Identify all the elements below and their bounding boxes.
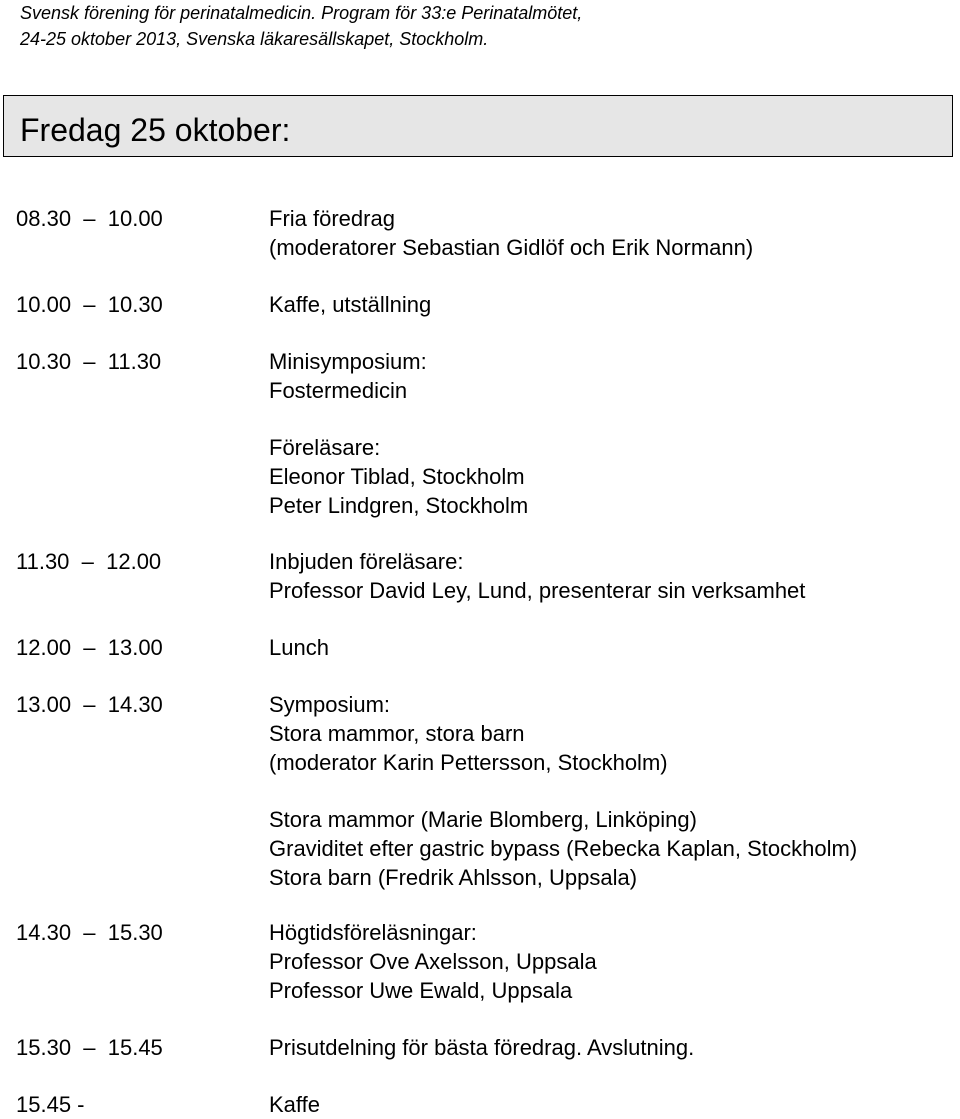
document-header: [20, 0, 950, 52]
entry-line: Symposium:: [269, 692, 391, 717]
entry-line: Professor David Ley, Lund, presenterar sin verksamhet: [269, 578, 806, 603]
entry-content: [269, 1033, 949, 1062]
entry-time: 13.00 – 14.30: [16, 692, 163, 717]
day-banner: [3, 95, 953, 157]
entry-line: Prisutdelning för bästa föredrag. Avslutning.: [269, 1035, 695, 1060]
entry-sub-line: Peter Lindgren, Stockholm: [269, 493, 529, 518]
entry-line: (moderatorer Sebastian Gidlöf och Erik Normann): [269, 235, 754, 260]
entry-sub-line: Eleonor Tiblad, Stockholm: [269, 464, 525, 489]
entry-sub-line: Stora barn (Fredrik Ahlsson, Uppsala): [269, 865, 638, 890]
entry-content: [269, 347, 949, 520]
day-title: Fredag 25 oktober:: [20, 112, 291, 148]
entry-line: (moderator Karin Pettersson, Stockholm): [269, 750, 668, 775]
entry-time: 12.00 – 13.00: [16, 635, 163, 660]
entry-sub-line: Föreläsare:: [269, 435, 381, 460]
header-line-1: Svensk förening för perinatalmedicin. Program för 33:e Perinatalmötet,: [20, 3, 583, 23]
entry-time: 10.30 – 11.30: [16, 349, 162, 374]
entry-line: Professor Ove Axelsson, Uppsala: [269, 949, 597, 974]
entry-line: Fostermedicin: [269, 378, 408, 403]
entry-time: 14.30 – 15.30: [16, 920, 163, 945]
header-line-2: 24-25 oktober 2013, Svenska läkaresällskapet, Stockholm.: [20, 29, 489, 49]
entry-line: Professor Uwe Ewald, Uppsala: [269, 978, 573, 1003]
entry-time: 15.45 -: [16, 1092, 85, 1117]
entry-line: Kaffe, utställning: [269, 292, 432, 317]
entry-line: Minisymposium:: [269, 349, 427, 374]
entry-time: 08.30 – 10.00: [16, 206, 163, 231]
entry-content: [269, 918, 949, 1005]
entry-content: [269, 633, 949, 662]
entry-time: 10.00 – 10.30: [16, 292, 163, 317]
entry-line: Stora mammor, stora barn: [269, 721, 525, 746]
entry-line: Lunch: [269, 635, 329, 660]
entry-content: [269, 204, 949, 262]
entry-time: 11.30 – 12.00: [16, 549, 162, 574]
entry-content: [269, 290, 949, 319]
entry-line: Fria föredrag: [269, 206, 395, 231]
entry-sub-line: Graviditet efter gastric bypass (Rebecka Kaplan, Stockholm): [269, 836, 858, 861]
entry-content: [269, 547, 949, 605]
entry-line: Inbjuden föreläsare:: [269, 549, 464, 574]
entry-content: [269, 690, 949, 892]
entry-line: Kaffe: [269, 1092, 320, 1117]
entry-time: 15.30 – 15.45: [16, 1035, 163, 1060]
entry-line: Högtidsföreläsningar:: [269, 920, 477, 945]
entry-sub-line: Stora mammor (Marie Blomberg, Linköping): [269, 807, 697, 832]
